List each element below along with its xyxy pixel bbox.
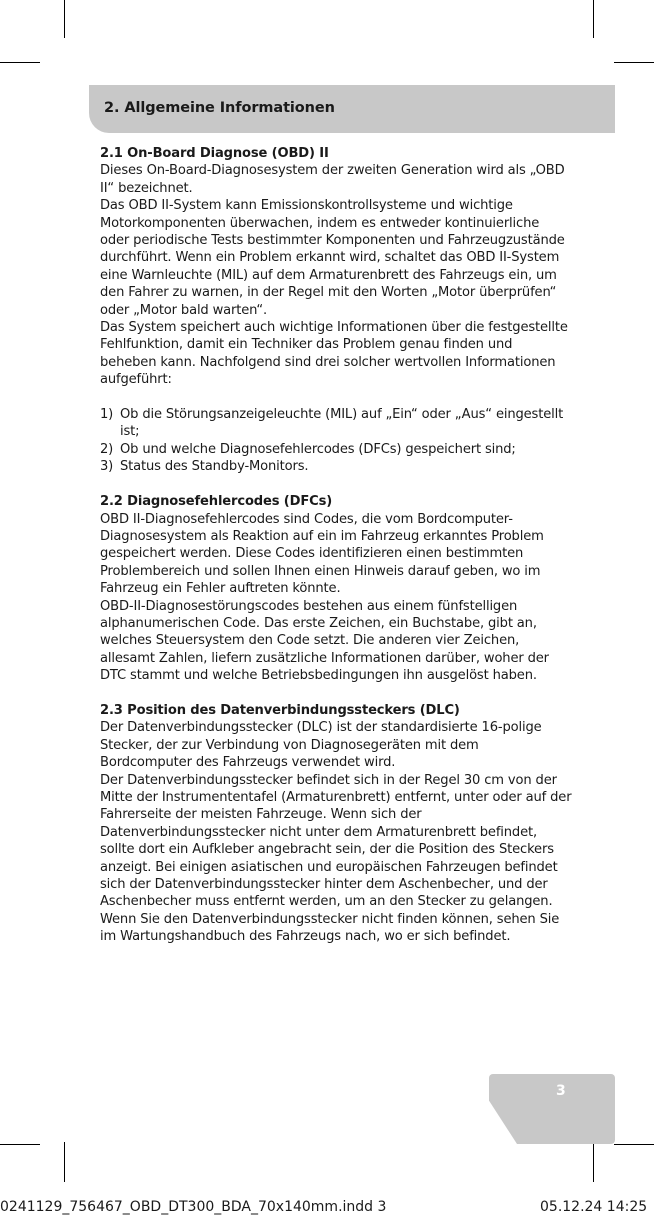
section-title: 2.2 Diagnosefehlercodes (DFCs) bbox=[100, 494, 333, 510]
paragraph: Das System speichert auch wichtige Informationen über die festgestellte Fehlfunktion, damit ein Techniker das Problem genau finden und beheben kann. Nachfolgend sind drei solcher wertvollen Informationen aufgeführt: bbox=[100, 320, 568, 388]
crop-mark bbox=[0, 1144, 40, 1145]
page-content bbox=[100, 145, 572, 946]
list-number: 2) bbox=[100, 441, 114, 457]
list-item bbox=[100, 441, 572, 458]
paragraph: Das OBD II-System kann Emissionskontrollsysteme und wichtige Motorkomponenten überwachen, indem es entweder kontinuierliche oder periodische Tests bestimmter Komponenten und Fahrzeugzustände durchführt. Wenn ein Problem erkannt wird, schaltet das OBD II-System eine Warnleuchte (MIL) auf dem Armaturenbrett des Fahrzeugs ein, um den Fahrer zu warnen, in der Regel mit den Worten „Motor überprüfen“ oder „Motor bald warten“. bbox=[100, 198, 565, 318]
list-number: 3) bbox=[100, 459, 114, 475]
page-title: 2. Allgemeine Informationen bbox=[104, 100, 335, 116]
crop-mark bbox=[593, 1142, 594, 1182]
crop-mark bbox=[614, 1144, 654, 1145]
crop-mark bbox=[64, 0, 65, 38]
crop-mark bbox=[0, 62, 40, 63]
crop-mark bbox=[64, 1142, 65, 1182]
paragraph: Der Datenverbindungsstecker befindet sich in der Regel 30 cm von der Mitte der Instrumententafel (Armaturenbrett) entfernt, unter oder auf der Fahrerseite der meisten Fahrzeuge. Wenn sich der Datenverbindungsstecker nicht unter dem Armaturenbrett befindet, sollte dort ein Aufkleber angebracht sein, der die Position des Steckers anzeigt. Bei einigen asiatischen und europäischen Fahrzeugen befindet sich der Datenverbindungsstecker hinter dem Aschenbecher, und der Aschenbecher muss entfernt werden, um an den Stecker zu gelangen. Wenn Sie den Datenverbindungsstecker nicht finden können, sehen Sie im Wartungshandbuch des Fahrzeugs nach, wo er sich befindet. bbox=[100, 772, 572, 945]
page-number-tab bbox=[489, 1074, 615, 1144]
list-number: 1) bbox=[100, 407, 114, 423]
crop-mark bbox=[614, 62, 654, 63]
list-text: Status des Standby-Monitors. bbox=[120, 459, 309, 475]
list-item bbox=[100, 458, 572, 475]
paragraph: Dieses On-Board-Diagnosesystem der zweiten Generation wird als „OBD II“ bezeichnet. bbox=[100, 163, 565, 196]
list-item bbox=[100, 406, 572, 441]
print-slug-file: 0241129_756467_OBD_DT300_BDA_70x140mm.indd 3 bbox=[0, 1199, 387, 1215]
paragraph: OBD II-Diagnosefehlercodes sind Codes, die vom Bordcomputer-Diagnosesystem als Reaktion auf ein im Fahrzeug erkanntes Problem gespeichert werden. Diese Codes identifizieren einen bestimmten Problembereich und sollen Ihnen einen Hinweis darauf geben, wo im Fahrzeug ein Fehler auftreten könnte. bbox=[100, 511, 544, 597]
list-text: Ob und welche Diagnosefehlercodes (DFCs) gespeichert sind; bbox=[120, 441, 516, 457]
section-title: 2.1 On-Board Diagnose (OBD) II bbox=[100, 146, 329, 161]
paragraph: OBD-II-Diagnosestörungscodes bestehen aus einem fünfstelligen alphanumerischen Code. Das erste Zeichen, ein Buchstabe, gibt an, welches Steuersystem den Code setzt. Die anderen vier Zeichen, allesamt Zahlen, liefern zusätzliche Informationen darüber, woher der DTC stammt und welche Betriebsbedingungen ihn ausgelöst haben. bbox=[100, 598, 549, 684]
crop-mark bbox=[593, 0, 594, 38]
list-text: Ob die Störungsanzeigeleuchte (MIL) auf „Ein“ oder „Aus“ eingestellt ist; bbox=[120, 407, 564, 440]
paragraph: Der Datenverbindungsstecker (DLC) ist der standardisierte 16-polige Stecker, der zur Verbindung von Diagnosegeräten mit dem Bordcomputer des Fahrzeugs verwendet wird. bbox=[100, 720, 542, 771]
page-number: 3 bbox=[556, 1083, 566, 1099]
section-title: 2.3 Position des Datenverbindungssteckers (DLC) bbox=[100, 702, 460, 718]
print-slug-datetime: 05.12.24 14:25 bbox=[540, 1199, 648, 1215]
